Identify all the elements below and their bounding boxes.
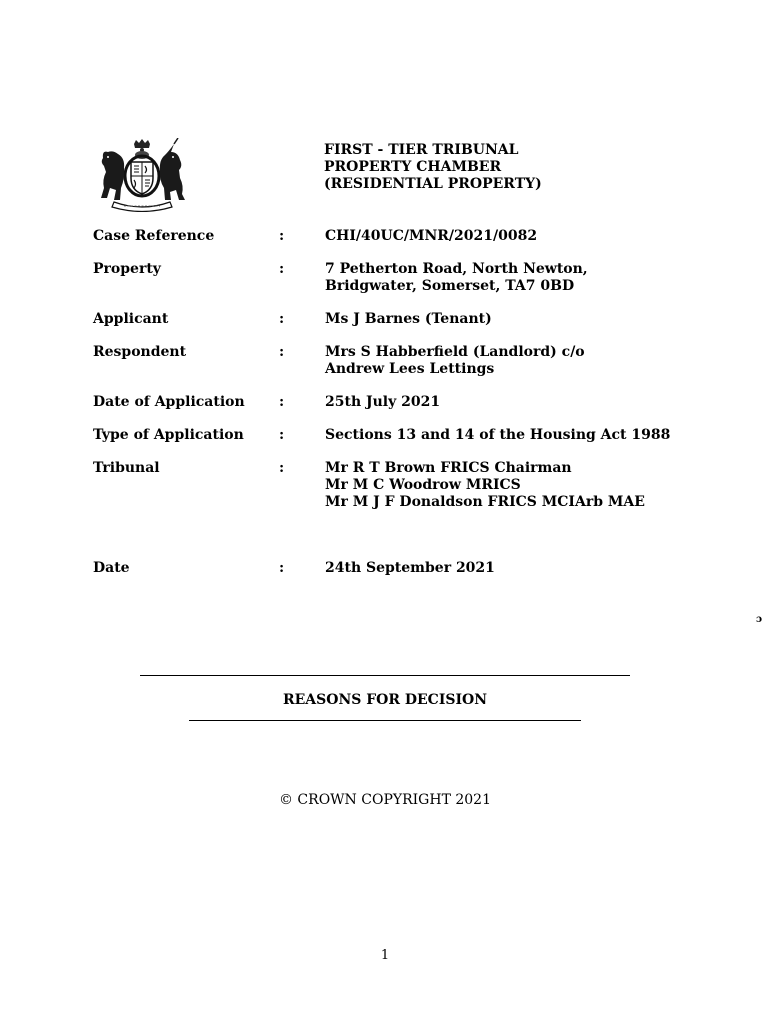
decision-date-colon: : (279, 560, 285, 576)
case-reference-label: Case Reference (93, 228, 215, 244)
tribunal-member-1: Mr R T Brown FRICS Chairman (325, 460, 572, 476)
tribunal-member-3: Mr M J F Donaldson FRICS MCIArb MAE (325, 494, 645, 510)
property-value-line-2: Bridgwater, Somerset, TA7 0BD (325, 278, 575, 294)
respondent-value (325, 344, 585, 378)
edge-mark: ɔ (756, 614, 763, 625)
respondent-value-line-1: Mrs S Habberfield (Landlord) c/o (325, 344, 585, 360)
type-of-application-colon: : (279, 427, 285, 443)
reasons-heading: REASONS FOR DECISION (282, 692, 488, 708)
respondent-value-line-2: Andrew Lees Lettings (325, 361, 495, 377)
respondent-colon: : (279, 344, 285, 360)
applicant-colon: : (279, 311, 285, 327)
header-line-2: PROPERTY CHAMBER (324, 159, 502, 175)
top-rule (140, 675, 630, 676)
tribunal-header (324, 142, 542, 193)
applicant-value: Ms J Barnes (Tenant) (325, 311, 492, 327)
royal-coat-of-arms-icon (94, 138, 190, 212)
applicant-label: Applicant (93, 311, 169, 327)
tribunal-members (325, 460, 645, 511)
header-line-1: FIRST - TIER TRIBUNAL (324, 142, 519, 158)
property-value (325, 261, 588, 295)
respondent-label: Respondent (93, 344, 187, 360)
copyright-notice: © CROWN COPYRIGHT 2021 (278, 792, 491, 808)
tribunal-colon: : (279, 460, 285, 476)
type-of-application-label: Type of Application (93, 427, 244, 443)
page-number: 1 (380, 948, 390, 963)
case-reference-value: CHI/40UC/MNR/2021/0082 (325, 228, 538, 244)
case-reference-colon: : (279, 228, 285, 244)
date-of-application-label: Date of Application (93, 394, 245, 410)
decision-date-value: 24th September 2021 (325, 560, 495, 576)
property-colon: : (279, 261, 285, 277)
header-line-3: (RESIDENTIAL PROPERTY) (324, 176, 542, 192)
type-of-application-value: Sections 13 and 14 of the Housing Act 1988 (325, 427, 671, 443)
property-value-line-1: 7 Petherton Road, North Newton, (325, 261, 588, 277)
tribunal-member-2: Mr M C Woodrow MRICS (325, 477, 521, 493)
decision-date-label: Date (93, 560, 130, 576)
property-label: Property (93, 261, 161, 277)
date-of-application-value: 25th July 2021 (325, 394, 441, 410)
bottom-rule (189, 720, 581, 721)
date-of-application-colon: : (279, 394, 285, 410)
tribunal-label: Tribunal (93, 460, 160, 476)
